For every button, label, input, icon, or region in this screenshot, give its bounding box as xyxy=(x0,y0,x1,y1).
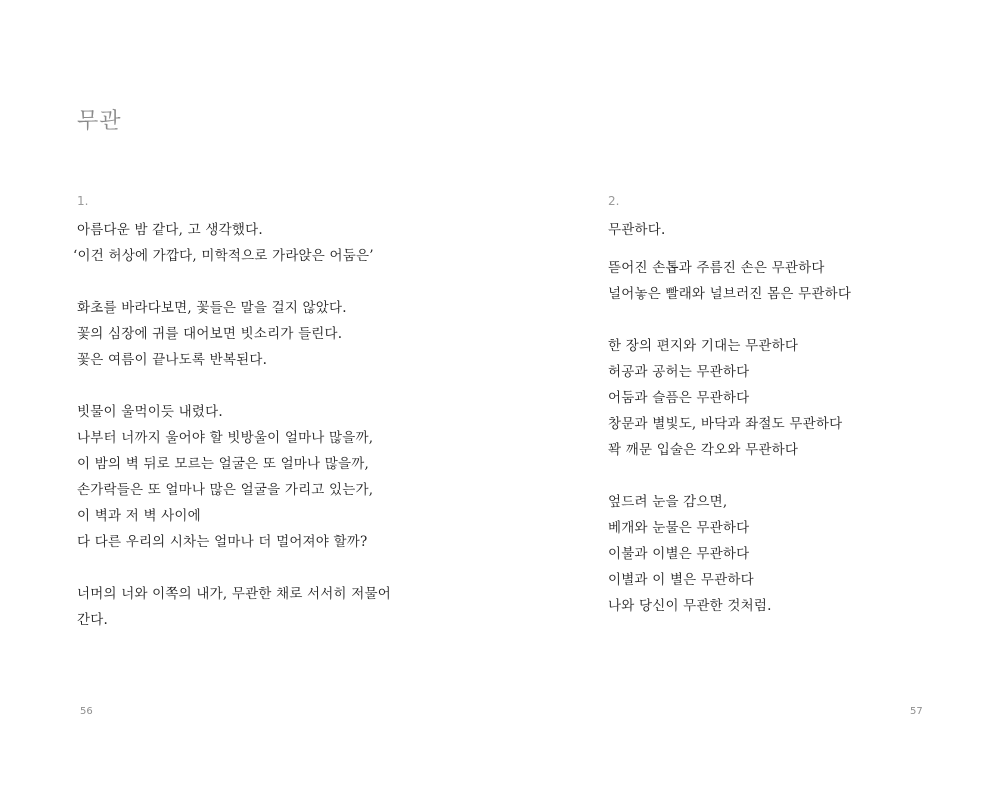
poem-line: 이별과 이 별은 무관하다 xyxy=(608,572,754,588)
poem-line: 한 장의 편지와 기대는 무관하다 xyxy=(608,338,799,354)
poem-line: 창문과 별빛도, 바닥과 좌절도 무관하다 xyxy=(608,416,843,432)
section-number-2: 2. xyxy=(608,194,620,208)
poem-line: 이 벽과 저 벽 사이에 xyxy=(77,508,201,524)
poem-line: 어둠과 슬픔은 무관하다 xyxy=(608,390,750,406)
page-number-right: 57 xyxy=(910,706,923,717)
poem-line: 빗물이 울먹이듯 내렸다. xyxy=(77,404,223,420)
poem-line: 꽃은 여름이 끝나도록 반복된다. xyxy=(77,352,268,368)
poem-line: 아름다운 밤 같다, 고 생각했다. xyxy=(77,222,263,238)
poem-line: 꽉 깨문 입술은 각오와 무관하다 xyxy=(608,442,799,458)
poem-line: 널어놓은 빨래와 널브러진 몸은 무관하다 xyxy=(608,286,852,302)
poem-line: 나부터 너까지 울어야 할 빗방울이 얼마나 많을까, xyxy=(77,430,374,446)
section-number-1: 1. xyxy=(77,194,89,208)
poem-line: 너머의 너와 이쪽의 내가, 무관한 채로 서서히 저물어 xyxy=(77,586,391,602)
poem-line: 간다. xyxy=(77,612,108,628)
poem-title: 무관 xyxy=(77,109,122,134)
right-page xyxy=(500,0,1000,786)
poem-line: 무관하다. xyxy=(608,222,666,238)
poem-line: 뜯어진 손톱과 주름진 손은 무관하다 xyxy=(608,260,825,276)
poem-line: 손가락들은 또 얼마나 많은 얼굴을 가리고 있는가, xyxy=(77,482,374,498)
poem-line: ‘이건 허상에 가깝다, 미학적으로 가라앉은 어둠은’ xyxy=(73,248,374,264)
page-number-left: 56 xyxy=(80,706,93,717)
poem-line: 나와 당신이 무관한 것처럼. xyxy=(608,598,772,614)
poem-line: 꽃의 심장에 귀를 대어보면 빗소리가 들린다. xyxy=(77,326,343,342)
poem-line: 베개와 눈물은 무관하다 xyxy=(608,520,750,536)
poem-line: 엎드려 눈을 감으면, xyxy=(608,494,728,510)
poem-line: 화초를 바라다보면, 꽃들은 말을 걸지 않았다. xyxy=(77,300,347,316)
poem-line: 허공과 공허는 무관하다 xyxy=(608,364,750,380)
poem-line: 이 밤의 벽 뒤로 모르는 얼굴은 또 얼마나 많을까, xyxy=(77,456,369,472)
poem-line: 이불과 이별은 무관하다 xyxy=(608,546,750,562)
poem-line: 다 다른 우리의 시차는 얼마나 더 멀어져야 할까? xyxy=(77,534,368,550)
